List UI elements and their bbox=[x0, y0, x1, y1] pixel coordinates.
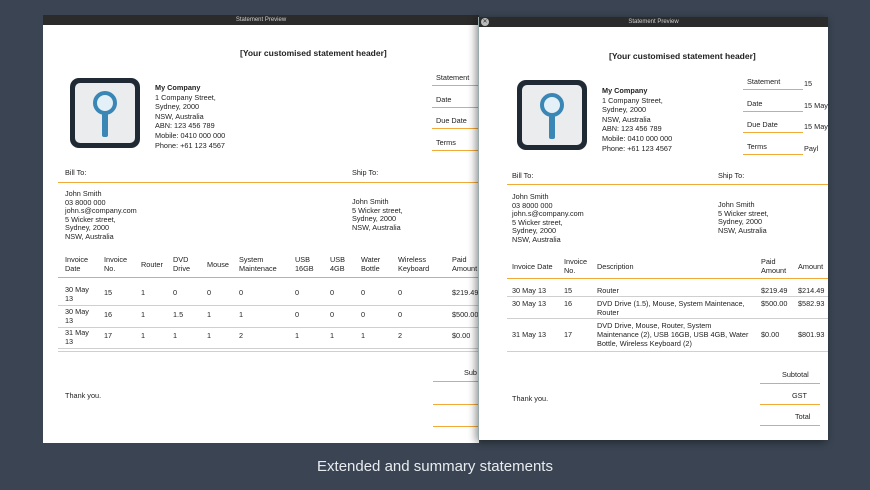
column-header: Amount bbox=[798, 262, 824, 271]
company-line: Mobile: 0410 000 000 bbox=[155, 131, 226, 140]
bill-to-line: Sydney, 2000 bbox=[65, 223, 110, 233]
bill-to-line: john.s@company.com bbox=[512, 209, 584, 219]
meta-label: Statement bbox=[436, 73, 470, 82]
table-cell: 0 bbox=[330, 288, 335, 297]
table-cell: 1 bbox=[330, 331, 335, 340]
meta-label: Statement bbox=[747, 77, 781, 86]
column-header: Description bbox=[597, 262, 634, 271]
table-cell: 1 bbox=[141, 310, 146, 319]
table-cell: 30 May bbox=[65, 285, 89, 294]
column-header: Invoice bbox=[65, 255, 89, 264]
total-label: Subtotal bbox=[782, 370, 809, 379]
column-header: DVD bbox=[173, 255, 189, 264]
summary-statement-window bbox=[478, 17, 828, 440]
bill-to-line: NSW, Australia bbox=[512, 235, 561, 244]
column-header: 4GB bbox=[330, 264, 345, 273]
company-line: Sydney, 2000 bbox=[155, 102, 200, 112]
divider bbox=[743, 154, 803, 155]
meta-value: Payl bbox=[804, 143, 819, 153]
table-cell: 0 bbox=[398, 310, 403, 319]
company-line: ABN: 123 456 789 bbox=[602, 124, 662, 134]
divider bbox=[433, 426, 479, 427]
column-header: Keyboard bbox=[398, 264, 430, 273]
divider bbox=[433, 404, 479, 405]
window-titlebar bbox=[479, 17, 828, 27]
window-title: Statement Preview bbox=[628, 19, 679, 25]
table-cell: 13 bbox=[65, 315, 74, 325]
table-cell: $500.00 bbox=[452, 310, 479, 319]
table-cell: 17 bbox=[104, 331, 113, 340]
bill-to-line: 03 8000 000 bbox=[512, 200, 553, 210]
ship-to-label: Ship To: bbox=[718, 171, 745, 180]
table-cell: 0 bbox=[173, 288, 178, 297]
column-header: USB bbox=[295, 255, 311, 264]
meta-label: Due Date bbox=[436, 116, 467, 125]
divider bbox=[760, 383, 820, 384]
bill-to-line: 5 Wicker street, bbox=[65, 214, 116, 224]
column-header: Invoice bbox=[564, 257, 588, 266]
divider bbox=[432, 150, 479, 151]
app-logo-icon bbox=[517, 80, 587, 150]
column-header: No. bbox=[104, 264, 116, 273]
window-title: Statement Preview bbox=[235, 17, 287, 23]
table-cell: 17 bbox=[564, 330, 573, 339]
divider bbox=[58, 327, 479, 328]
table-cell: DVD Drive, Mouse, Router, System bbox=[597, 321, 712, 330]
table-cell: 1 bbox=[361, 331, 366, 340]
divider bbox=[433, 381, 479, 382]
column-header: 16GB bbox=[295, 264, 314, 273]
company-line: NSW, Australia bbox=[602, 114, 651, 124]
table-cell: $214.49 bbox=[798, 286, 825, 295]
column-header: No. bbox=[564, 266, 576, 275]
bill-to-line: NSW, Australia bbox=[65, 232, 114, 241]
divider bbox=[507, 184, 828, 185]
ship-to-label: Ship To: bbox=[352, 168, 379, 177]
table-cell: 31 May 13 bbox=[512, 330, 547, 339]
meta-value: 15 May bbox=[804, 100, 828, 110]
divider bbox=[432, 128, 479, 129]
column-header: System bbox=[239, 255, 264, 264]
table-cell: $219.49 bbox=[761, 286, 788, 295]
table-cell: Bottle, Wireless Keyboard (2) bbox=[597, 338, 692, 348]
bill-to-label: Bill To: bbox=[512, 171, 534, 180]
divider bbox=[743, 89, 803, 90]
divider bbox=[760, 404, 820, 405]
close-icon[interactable]: ✕ bbox=[482, 19, 488, 25]
table-cell: 1 bbox=[141, 331, 146, 340]
table-cell: 0 bbox=[295, 310, 300, 319]
meta-value: 15 May bbox=[804, 122, 828, 131]
divider bbox=[432, 85, 479, 86]
meta-label: Date bbox=[436, 94, 452, 104]
column-header: Bottle bbox=[361, 264, 380, 273]
table-cell: $801.93 bbox=[798, 330, 825, 339]
company-line: 1 Company Street, bbox=[155, 92, 216, 102]
meta-label: Terms bbox=[436, 137, 456, 147]
statement-header: [Your customised statement header] bbox=[609, 51, 756, 61]
meta-value: 15 bbox=[804, 79, 813, 88]
magnifier-icon bbox=[522, 85, 582, 145]
ship-to-line: 5 Wicker street, bbox=[352, 205, 403, 215]
column-header: Mouse bbox=[207, 260, 229, 269]
divider bbox=[58, 348, 479, 349]
divider bbox=[432, 107, 479, 108]
table-cell: 15 bbox=[104, 288, 113, 297]
table-cell: 1 bbox=[173, 331, 178, 340]
table-cell: DVD Drive (1.5), Mouse, System Maintenace, bbox=[597, 299, 745, 308]
column-header: Drive bbox=[173, 264, 191, 273]
divider bbox=[760, 425, 820, 426]
bill-to-line: John Smith bbox=[512, 192, 549, 201]
table-cell: $500.00 bbox=[761, 299, 788, 308]
column-header: Invoice Date bbox=[512, 262, 553, 271]
table-cell: $219.49 bbox=[452, 288, 479, 297]
table-cell: 30 May 13 bbox=[512, 286, 547, 295]
ship-to-line: NSW, Australia bbox=[352, 222, 401, 232]
divider bbox=[743, 132, 803, 133]
column-header: Paid bbox=[452, 255, 467, 264]
meta-label: Due Date bbox=[747, 120, 778, 129]
column-header: Wireless bbox=[398, 255, 426, 264]
table-cell: 0 bbox=[330, 310, 335, 319]
column-header: Invoice bbox=[104, 255, 128, 264]
column-header: Amount bbox=[452, 264, 478, 273]
table-cell: 30 May 13 bbox=[512, 299, 547, 308]
total-label: Total bbox=[795, 412, 811, 421]
table-cell: 1.5 bbox=[173, 310, 184, 319]
divider bbox=[507, 318, 828, 319]
company-line: Phone: +61 123 4567 bbox=[155, 140, 225, 150]
table-cell: 2 bbox=[398, 331, 403, 340]
divider bbox=[58, 351, 479, 352]
column-header: Maintenace bbox=[239, 264, 277, 273]
table-cell: Maintenance (2), USB 16GB, USB 4GB, Water bbox=[597, 329, 749, 339]
table-cell: 31 May bbox=[65, 328, 89, 337]
extended-statement-window bbox=[43, 15, 479, 443]
ship-to-line: Sydney, 2000 bbox=[718, 217, 763, 227]
table-cell: 16 bbox=[564, 299, 573, 308]
subtotal-label: Sub bbox=[464, 368, 477, 377]
window-titlebar bbox=[43, 15, 479, 25]
bill-to-label: Bill To: bbox=[65, 168, 87, 177]
meta-label: Date bbox=[747, 98, 763, 108]
table-cell: 1 bbox=[239, 310, 244, 319]
app-logo-icon bbox=[70, 78, 140, 148]
table-cell: 0 bbox=[295, 288, 300, 297]
company-line: Phone: +61 123 4567 bbox=[602, 143, 672, 153]
table-cell: 1 bbox=[295, 331, 300, 340]
table-cell: 1 bbox=[141, 288, 146, 297]
caption-text: Extended and summary statements bbox=[317, 458, 553, 475]
thank-you-text: Thank you. bbox=[512, 394, 549, 403]
table-cell: 2 bbox=[239, 331, 244, 340]
table-cell: $0.00 bbox=[761, 330, 780, 339]
meta-label: Terms bbox=[747, 141, 767, 151]
table-cell: 1 bbox=[207, 331, 212, 340]
bill-to-line: 5 Wicker street, bbox=[512, 217, 563, 227]
ship-to-line: NSW, Australia bbox=[718, 225, 767, 235]
divider bbox=[58, 182, 479, 183]
company-name: My Company bbox=[155, 83, 201, 92]
total-label: GST bbox=[792, 391, 807, 400]
ship-to-line: 5 Wicker street, bbox=[718, 208, 769, 218]
company-line: Sydney, 2000 bbox=[602, 105, 647, 115]
table-cell: $0.00 bbox=[452, 331, 471, 340]
table-cell: 0 bbox=[361, 310, 366, 319]
table-cell: Router bbox=[597, 286, 619, 295]
divider bbox=[507, 351, 828, 352]
table-cell: $582.93 bbox=[798, 299, 825, 308]
thank-you-text: Thank you. bbox=[65, 391, 102, 400]
table-cell: 0 bbox=[361, 288, 366, 297]
ship-to-line: John Smith bbox=[352, 197, 389, 206]
column-header: Router bbox=[141, 260, 163, 269]
company-line: ABN: 123 456 789 bbox=[155, 121, 215, 131]
column-header: Amount bbox=[761, 266, 787, 275]
bill-to-line: John Smith bbox=[65, 189, 102, 198]
bill-to-line: Sydney, 2000 bbox=[512, 226, 557, 236]
table-cell: 30 May bbox=[65, 307, 89, 316]
column-header: Water bbox=[361, 255, 381, 264]
company-line: Mobile: 0410 000 000 bbox=[602, 134, 673, 143]
divider bbox=[507, 296, 828, 297]
divider bbox=[58, 305, 479, 306]
column-header: Paid bbox=[761, 257, 776, 266]
column-header: Date bbox=[65, 264, 81, 273]
table-cell: 0 bbox=[207, 288, 212, 297]
table-cell: Router bbox=[597, 307, 619, 317]
ship-to-line: John Smith bbox=[718, 200, 755, 209]
company-name: My Company bbox=[602, 86, 648, 95]
statement-header: [Your customised statement header] bbox=[240, 48, 387, 58]
table-cell: 1 bbox=[207, 310, 212, 319]
table-cell: 16 bbox=[104, 310, 113, 319]
divider bbox=[58, 277, 479, 278]
table-cell: 13 bbox=[65, 336, 74, 346]
ship-to-line: Sydney, 2000 bbox=[352, 214, 397, 224]
divider bbox=[507, 278, 828, 279]
divider bbox=[743, 111, 803, 112]
bill-to-line: 03 8000 000 bbox=[65, 197, 106, 207]
table-cell: 13 bbox=[65, 293, 74, 303]
table-cell: 0 bbox=[398, 288, 403, 297]
column-header: USB bbox=[330, 255, 346, 264]
company-line: NSW, Australia bbox=[155, 111, 204, 121]
table-cell: 15 bbox=[564, 286, 573, 295]
table-cell: 0 bbox=[239, 288, 244, 297]
company-line: 1 Company Street, bbox=[602, 95, 663, 105]
magnifier-icon bbox=[75, 83, 135, 143]
bill-to-line: john.s@company.com bbox=[65, 206, 137, 216]
